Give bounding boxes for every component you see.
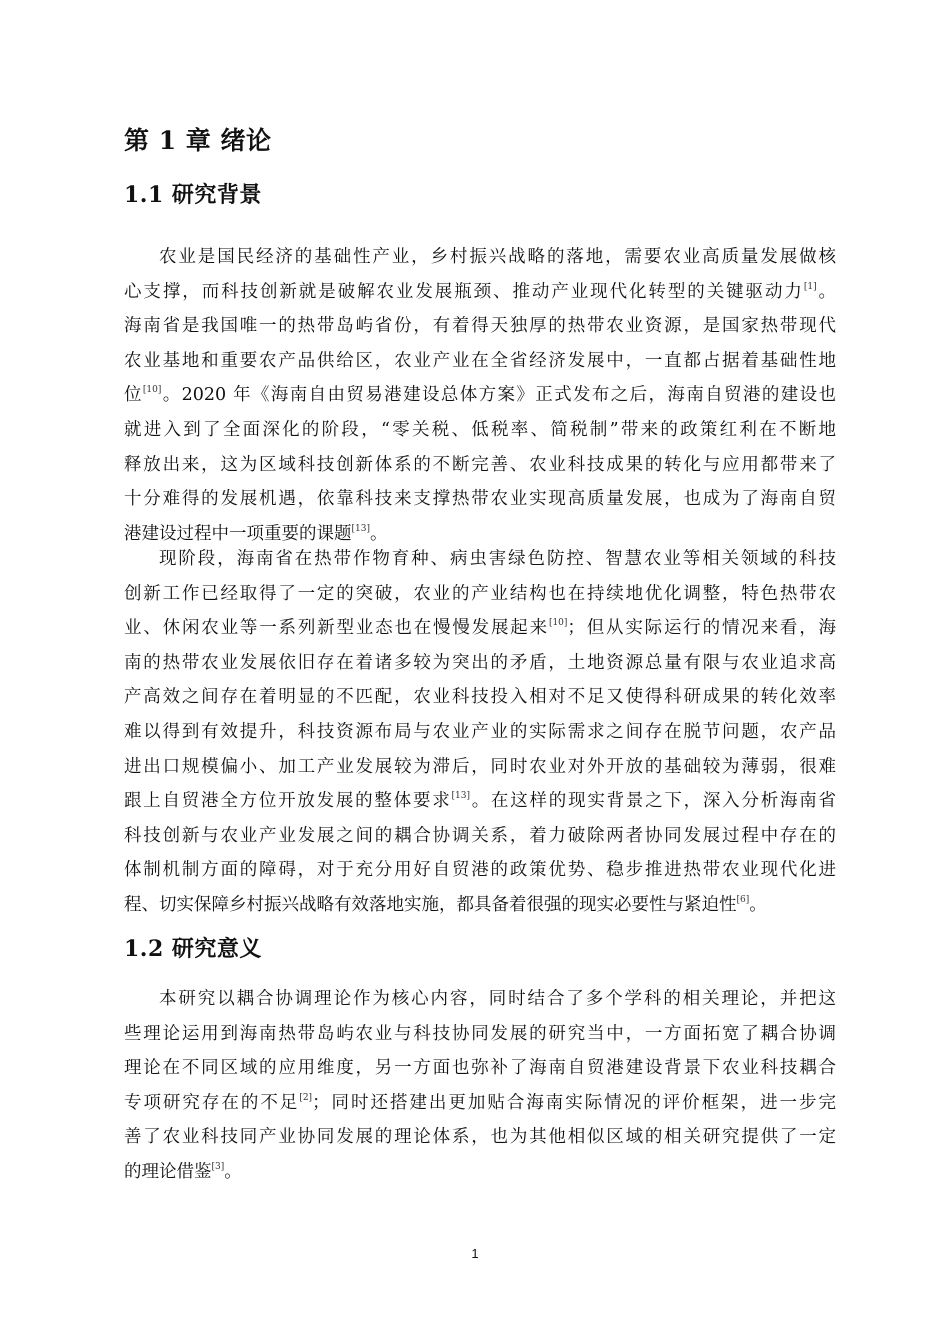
line-text: 的理论借鉴 (124, 1162, 212, 1182)
text-line (124, 649, 836, 677)
line-text: 本研究以耦合协调理论作为核心内容，同时结合了多个学科的相关理论，并把这 (159, 989, 836, 1009)
line-tail-text: ；但从实际运行的情况来看，海 (567, 618, 836, 639)
text-line (124, 580, 836, 608)
section-title-significance: 1.2 研究意义 (124, 936, 262, 962)
section-title-background: 1.1 研究背景 (124, 182, 262, 208)
line-tail-text: ；同时还搭建出更加贴合海南实际情况的评价框架，进一步完 (312, 1092, 836, 1113)
line-text: 农业是国民经济的基础性产业，乡村振兴战略的落地，需要农业高质量发展做核 (159, 247, 836, 267)
citation-marker: [10] (142, 385, 162, 396)
text-line (159, 985, 836, 1013)
line-text: 就进入到了全面深化的阶段，“零关税、低税率、简税制”带来的政策红利在不断地 (124, 420, 836, 440)
text-line (159, 243, 836, 271)
line-text: 些理论运用到海南热带岛屿农业与科技协同发展的研究当中，一方面拓宽了耦合协调 (124, 1023, 836, 1044)
text-line (124, 753, 836, 781)
line-tail-text: 。2020 年《海南自由贸易港建设总体方案》正式发布之后，海南自贸港的建设也 (161, 385, 836, 406)
text-line (124, 787, 836, 815)
chapter-title: 第 1 章 绪论 (124, 126, 272, 155)
citation-marker: [1] (803, 281, 817, 292)
line-text: 港建设过程中一项重要的课题 (124, 523, 352, 544)
text-line (124, 822, 836, 850)
line-text: 科技创新与农业产业发展之间的耦合协调关系，着力破除两者协同发展过程中存在的 (124, 825, 836, 846)
line-tail-text: 。 (816, 281, 836, 302)
line-text: 跟上自贸港全方位开放发展的整体要求 (124, 791, 452, 812)
text-line (124, 1158, 836, 1186)
text-line (124, 683, 836, 711)
line-text: 位 (124, 385, 143, 406)
text-line (124, 1020, 836, 1048)
line-text: 进出口规模偏小、加工产业发展较为滞后，同时农业对外开放的基础较为薄弱，很难 (124, 756, 836, 777)
line-text: 南的热带农业发展依旧存在着诸多较为突出的矛盾，土地资源总量有限与农业追求高 (124, 652, 836, 673)
line-tail-text: 。 (749, 895, 767, 915)
line-text: 体制机制方面的障碍，对于充分用好自贸港的政策优势、稳步推进热带农业现代化进 (124, 860, 836, 881)
line-tail-text: 。 (224, 1162, 242, 1182)
text-line (124, 891, 836, 919)
citation-marker: [6] (736, 895, 750, 905)
text-line (124, 1054, 836, 1082)
line-text: 农业基地和重要农产品供给区，农业产业在全省经济发展中，一直都占据着基础性地 (124, 350, 836, 371)
line-text: 心支撑，而科技创新就是破解农业发展瓶颈、推动产业现代化转型的关键驱动力 (124, 281, 804, 302)
text-line (124, 278, 836, 306)
text-line (124, 718, 836, 746)
text-line (124, 451, 836, 479)
text-line (124, 1089, 836, 1117)
line-text: 业、休闲农业等一系列新型业态也在慢慢发展起来 (124, 618, 549, 639)
line-text: 十分难得的发展机遇，依靠科技来支撑热带农业实现高质量发展，也成为了海南自贸 (124, 489, 836, 510)
text-line (124, 381, 836, 409)
line-text: 理论在不同区域的应用维度，另一方面也弥补了海南自贸港建设背景下农业科技耦合 (124, 1058, 836, 1079)
text-line (124, 856, 836, 884)
text-line (124, 485, 836, 513)
citation-marker: [3] (211, 1162, 225, 1172)
text-line (124, 347, 836, 375)
citation-marker: [13] (351, 523, 370, 534)
text-line (124, 520, 836, 548)
page-number: 1 (471, 1246, 479, 1261)
line-text: 释放出来，这为区域科技创新体系的不断完善、农业科技成果的转化与应用都带来了 (124, 454, 836, 475)
citation-marker: [2] (299, 1092, 313, 1103)
line-text: 创新工作已经取得了一定的突破，农业的产业结构也在持续地优化调整，特色热带农 (124, 583, 836, 604)
line-text: 海南省是我国唯一的热带岛屿省份，有着得天独厚的热带农业资源，是国家热带现代 (124, 316, 836, 337)
text-line (124, 416, 836, 444)
line-text: 产高效之间存在着明显的不匹配，农业科技投入相对不足又使得科研成果的转化效率 (124, 687, 836, 708)
citation-marker: [13] (451, 791, 470, 802)
line-text: 现阶段，海南省在热带作物育种、病虫害绿色防控、智慧农业等相关领域的科技 (159, 549, 836, 569)
line-tail-text: 。 (369, 523, 388, 544)
text-line (124, 614, 836, 642)
text-line (159, 545, 836, 573)
citation-marker: [10] (548, 618, 568, 629)
line-tail-text: 。在这样的现实背景之下，深入分析海南省 (469, 791, 836, 812)
text-line (124, 312, 836, 340)
line-text: 专项研究存在的不足 (124, 1092, 300, 1113)
line-text: 难以得到有效提升，科技资源布局与农业产业的实际需求之间存在脱节问题，农产品 (124, 722, 836, 742)
line-text: 善了农业科技同产业协同发展的理论体系，也为其他相似区域的相关研究提供了一定 (124, 1127, 836, 1148)
text-line (124, 1123, 836, 1151)
line-text: 程、切实保障乡村振兴战略有效落地实施，都具备着很强的现实必要性与紧迫性 (124, 895, 737, 915)
